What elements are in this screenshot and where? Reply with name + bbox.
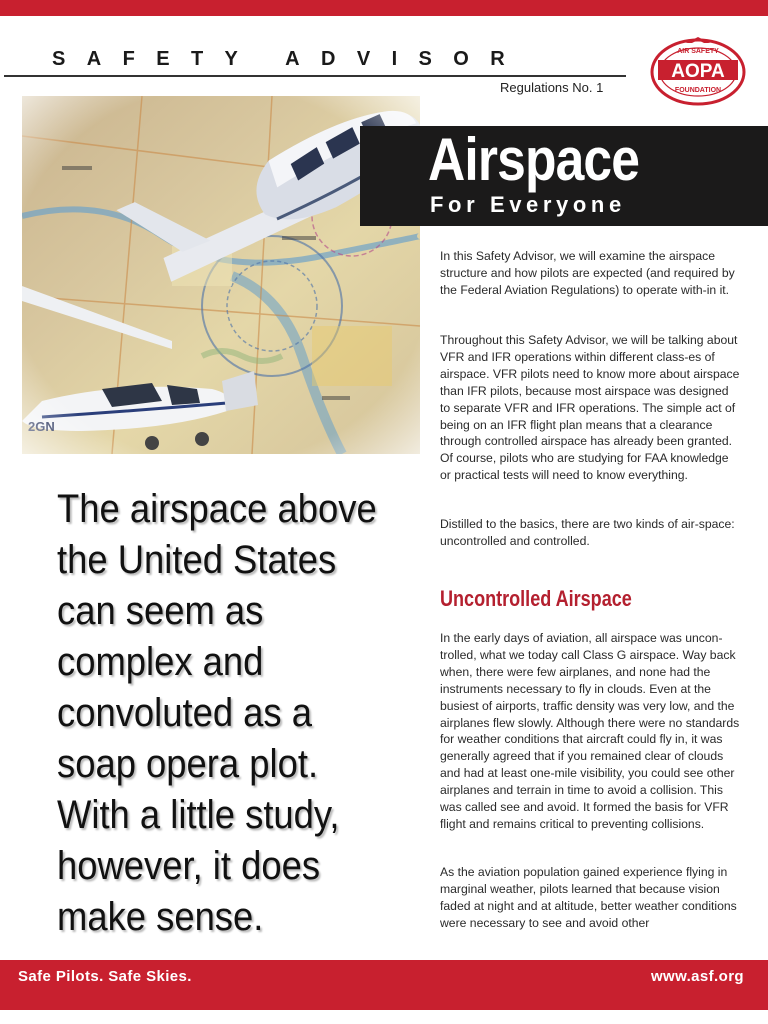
body-paragraph-early-days [440,630,740,833]
paragraph-text: As the aviation population gained experience flying in marginal weather, pilots learned that because vision faded at night and at altitude, better weather conditions were necessary to see and avoid other [440,865,737,930]
logo-top-text: AIR SAFETY [677,48,719,55]
footer-tagline: Safe Pilots. Safe Skies. [18,968,192,985]
paragraph-text: Distilled to the basics, there are two kinds of air-space: uncontrolled and controlled. [440,517,735,548]
body-paragraph-intro [440,248,740,299]
issue-label: Regulations No. 1 [500,80,604,95]
paragraph-text: Throughout this Safety Advisor, we will be talking about VFR and IFR operations within different class-es of airspace. VFR pilots need to know more about airspace than IFR pilots, because most airspace was designed to separate VFR and IFR operations. The simple act of being on an IFR flight plan means that a clearance through controlled airspace has already been granted. Of course, pilots who are studying for FAA knowledge or practical tests will need to know everything. [440,333,740,483]
paragraph-text: In this Safety Advisor, we will examine the airspace structure and how pilots are expected (and required by the Federal Aviation Regulations) to operate with-in it. [440,249,735,297]
document-subtitle: For Everyone [430,192,626,217]
top-accent-bar [0,0,768,16]
footer-url-link[interactable]: www.asf.org [650,968,744,985]
masthead-title: SAFETY ADVISOR [52,48,527,70]
pull-quote: The airspace above the United States can seem as complex and convoluted as a soap opera plot. With a little study, however, it does make sense. [57,487,377,939]
section-heading-uncontrolled: Uncontrolled Airspace [440,586,632,611]
paragraph-text: In the early days of aviation, all airspace was uncon-trolled, what we today call Class G airspace. Way back when, there were few airplanes, and none had the instruments necessary to fly in clouds. Even at the busiest of airports, traffic density was very low, and the airplanes flew slowly. Although there were no standards for weather conditions that aircraft could fly in, it was generally agreed that if you remained clear of clouds and had at least one-mile visibility, you could see other airplanes and terrain in time to avoid a collision. This was called see and avoid. It formed the basis for VFR flight and remains critical to preventing collisions. [440,631,740,831]
footer-bar [0,960,768,1010]
body-paragraph-basics [440,516,740,550]
masthead-rule [4,75,626,77]
body-paragraph-vfr-ifr [440,332,740,484]
title-block [360,126,768,226]
logo-bottom-text: FOUNDATION [674,87,722,94]
document-title: Airspace [428,126,640,193]
logo-mark: AOPA [671,61,725,82]
aopa-asf-logo [648,34,748,106]
body-paragraph-marginal-weather [440,864,740,932]
